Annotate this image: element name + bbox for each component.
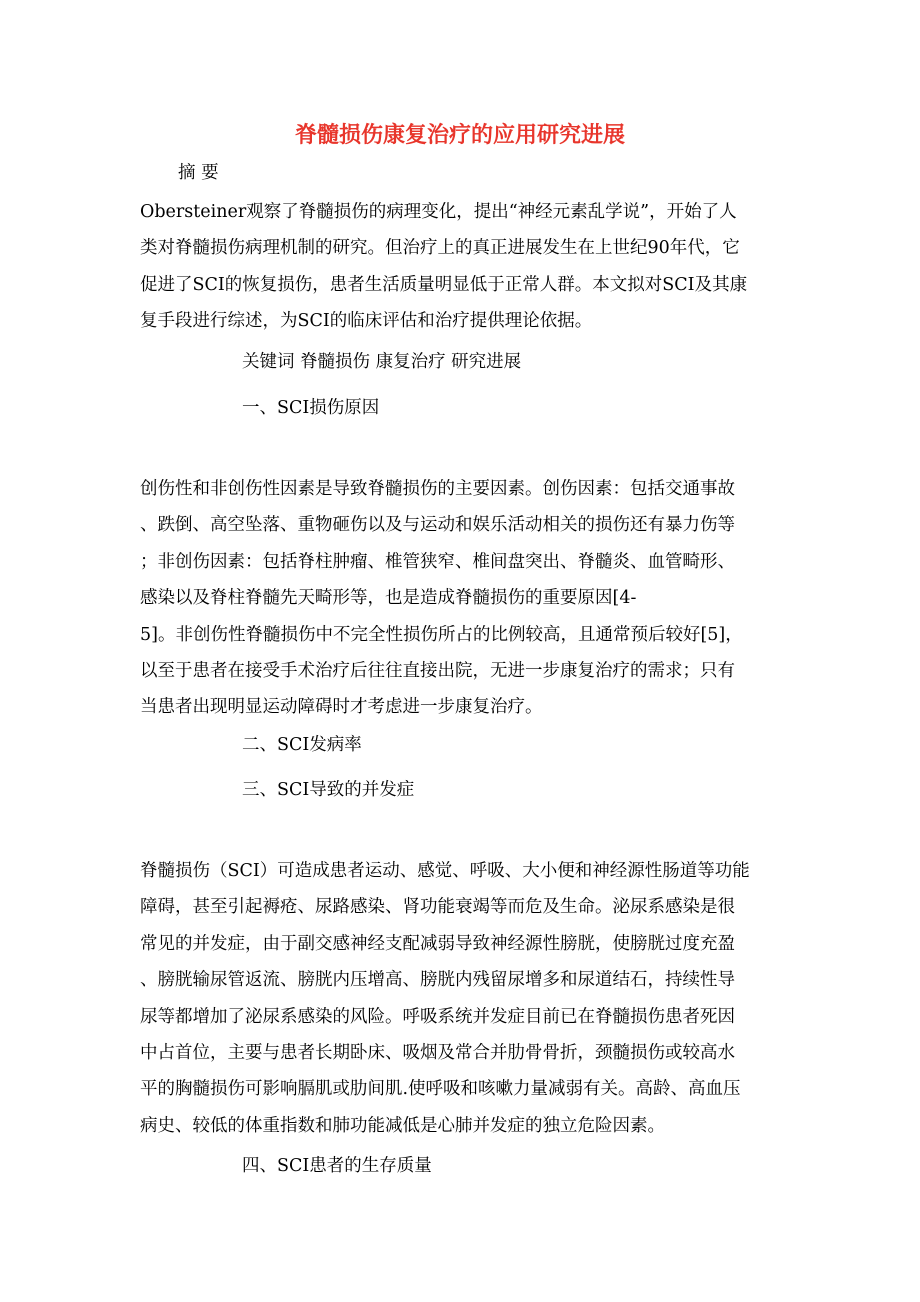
paragraph-line: 中占首位，主要与患者长期卧床、吸烟及常合并肋骨骨折，颈髓损伤或较高水 xyxy=(140,1043,735,1064)
paragraph-line: 平的胸髓损伤可影响膈肌或肋间肌.使呼吸和咳嗽力量减弱有关。高龄、高血压 xyxy=(140,1079,741,1100)
section-paragraph-complications xyxy=(140,853,780,1144)
keywords: 关键词 脊髓损伤 康复治疗 研究进展 xyxy=(242,352,522,372)
document-title: 脊髓损伤康复治疗的应用研究进展 xyxy=(294,123,625,148)
paragraph-line: ；非创伤因素：包括脊柱肿瘤、椎管狭窄、椎间盘突出、脊髓炎、血管畸形、 xyxy=(140,551,735,572)
paragraph-line: 感染以及脊柱脊髓先天畸形等，也是造成脊髓损伤的重要原因[4- xyxy=(140,588,637,609)
paragraph-line: 以至于患者在接受手术治疗后往往直接出院，无进一步康复治疗的需求；只有 xyxy=(140,661,735,682)
paragraph-line: 当患者出现明显运动障碍时才考虑进一步康复治疗。 xyxy=(140,697,543,718)
paragraph-line: 、膀胱输尿管返流、膀胱内压增高、膀胱内残留尿增多和尿道结石，持续性导 xyxy=(140,970,735,991)
paragraph-line: 创伤性和非创伤性因素是导致脊髓损伤的主要因素。创伤因素：包括交通事故 xyxy=(140,479,735,499)
section-heading-incidence: 二、SCI发病率 xyxy=(242,735,362,755)
paragraph-line: 脊髓损伤（SCI）可造成患者运动、感觉、呼吸、大小便和神经源性肠道等功能 xyxy=(140,861,750,881)
section-heading-complications: 三、SCI导致的并发症 xyxy=(242,780,415,800)
abstract-heading: 摘 要 xyxy=(178,163,219,183)
abstract-line: 促进了SCI的恢复损伤，患者生活质量明显低于正常人群。本文拟对SCI及其康 xyxy=(140,274,748,295)
section-paragraph-causes xyxy=(140,471,780,726)
paragraph-line: 尿等都增加了泌尿系感染的风险。呼吸系统并发症目前已在脊髓损伤患者死因 xyxy=(140,1006,735,1027)
abstract-paragraph xyxy=(140,194,780,340)
abstract-line: 复手段进行综述，为SCI的临床评估和治疗提供理论依据。 xyxy=(140,311,593,332)
section-heading-quality-of-life: 四、SCI患者的生存质量 xyxy=(242,1156,432,1176)
abstract-line: Obersteiner观察了脊髓损伤的病理变化，提出“神经元素乱学说”，开始了人 xyxy=(140,202,737,222)
abstract-line: 类对脊髓损伤病理机制的研究。但治疗上的真正进展发生在上世纪90年代，它 xyxy=(140,238,740,259)
paragraph-line: 病史、较低的体重指数和肺功能减低是心肺并发症的独立危险因素。 xyxy=(140,1115,665,1136)
paragraph-line: 常见的并发症，由于副交感神经支配减弱导致神经源性膀胱，使膀胱过度充盈 xyxy=(140,933,735,954)
section-heading-causes: 一、SCI损伤原因 xyxy=(242,398,380,418)
paragraph-line: 障碍，甚至引起褥疮、尿路感染、肾功能衰竭等而危及生命。泌尿系感染是很 xyxy=(140,897,735,918)
paragraph-line: 、跌倒、高空坠落、重物砸伤以及与运动和娱乐活动相关的损伤还有暴力伤等 xyxy=(140,515,735,536)
paragraph-line: 5]。非创伤性脊髓损伤中不完全性损伤所占的比例较高，且通常预后较好[5]， xyxy=(140,624,743,645)
